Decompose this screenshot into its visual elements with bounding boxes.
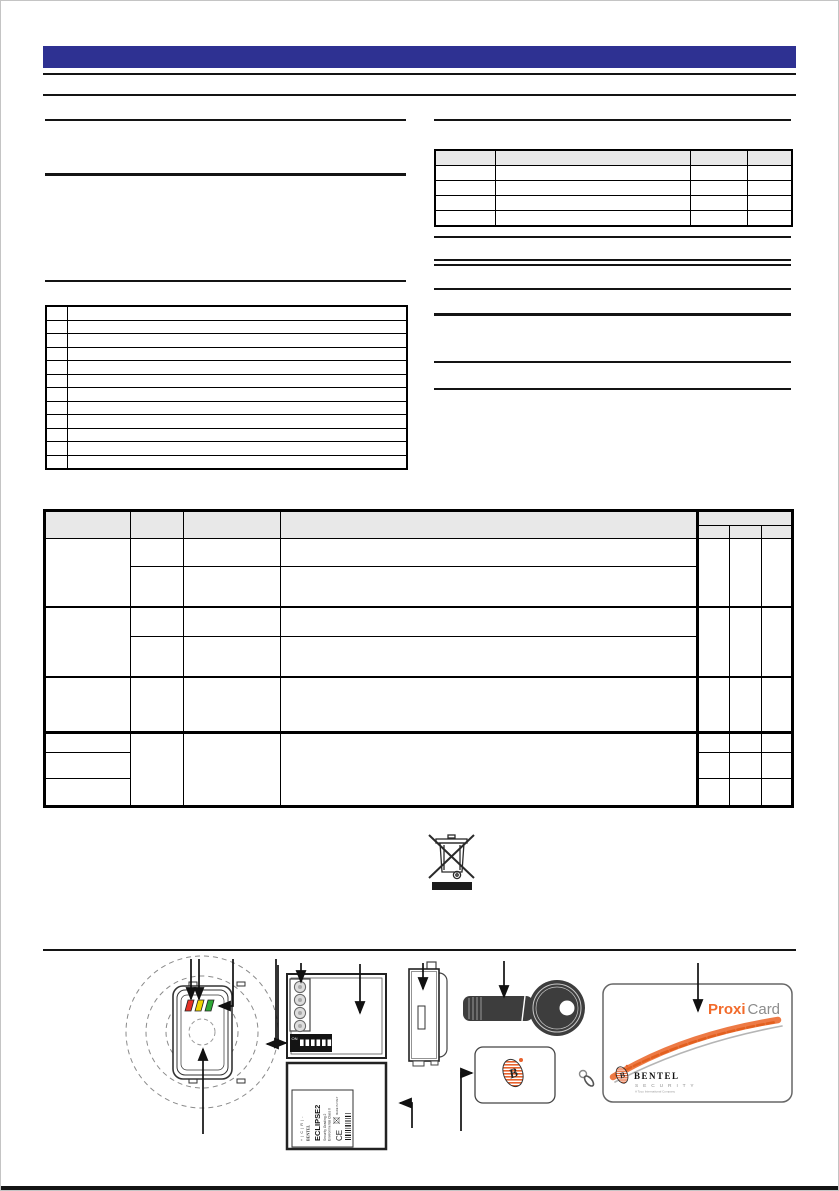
table-cell — [690, 166, 747, 181]
table-cell — [495, 211, 690, 227]
table-row — [46, 428, 407, 442]
table-cell — [698, 677, 730, 733]
table-cell — [698, 753, 730, 779]
settings-table — [43, 509, 794, 808]
table-cell — [730, 607, 762, 677]
table-row — [45, 637, 793, 677]
table-row — [435, 196, 792, 211]
features-table — [45, 305, 408, 470]
table-cell — [698, 779, 730, 807]
label-ce-mark: CE — [335, 1129, 344, 1141]
table-cell — [762, 779, 793, 807]
arrow-to-label — [400, 1103, 412, 1128]
table-cell — [435, 166, 495, 181]
reader-side-figure — [409, 962, 447, 1066]
arrow-to-tag — [461, 1073, 472, 1131]
table-cell — [730, 539, 762, 607]
horizontal-rule-rightcol-5 — [434, 361, 791, 363]
table-cell — [67, 320, 407, 334]
table-row — [46, 401, 407, 415]
table-cell — [495, 166, 690, 181]
card-brand: BENTEL — [634, 1071, 680, 1081]
horizontal-rule-rightcol-6 — [434, 388, 791, 390]
table-cell — [730, 733, 762, 753]
table-cell — [46, 361, 67, 375]
proxi-tag-figure — [461, 1047, 595, 1131]
table-cell — [762, 733, 793, 753]
table-cell — [46, 455, 67, 469]
table-cell — [184, 677, 281, 733]
table-cell — [46, 415, 67, 429]
table-cell — [45, 677, 131, 733]
table-cell — [747, 196, 792, 211]
proxicard-title — [708, 1001, 780, 1018]
table-cell — [67, 428, 407, 442]
table-cell — [184, 607, 281, 637]
table-cell — [762, 607, 793, 677]
table-cell — [435, 211, 495, 227]
table-cell — [730, 779, 762, 807]
table-cell — [762, 677, 793, 733]
table-row — [435, 181, 792, 196]
table-cell — [747, 181, 792, 196]
proxicard-title-orange: Proxi — [708, 1001, 746, 1018]
table-cell — [762, 753, 793, 779]
table-row — [46, 455, 407, 469]
horizontal-rule-top-2 — [43, 94, 796, 96]
table-cell — [495, 181, 690, 196]
horizontal-rule-rightcol-4-thick — [434, 313, 791, 316]
card-tagline: A Tyco International Company — [635, 1089, 675, 1094]
table-cell — [67, 388, 407, 402]
reader-led-icons — [185, 1000, 214, 1011]
weee-bar — [432, 882, 472, 890]
table-cell — [730, 526, 762, 539]
table-cell — [762, 539, 793, 607]
proxicard-title-gray: Card — [747, 1001, 781, 1018]
table-row — [46, 415, 407, 429]
table-cell — [46, 428, 67, 442]
table-cell — [747, 150, 792, 166]
table-row — [46, 374, 407, 388]
table-cell — [131, 539, 184, 567]
table-row — [435, 150, 792, 166]
table-row — [45, 539, 793, 567]
table-cell — [67, 306, 407, 320]
table-cell — [46, 306, 67, 320]
side-slot — [418, 1006, 425, 1029]
table-cell — [45, 779, 131, 807]
horizontal-rule-leftcol-3 — [45, 280, 406, 282]
horizontal-rule-rightcol-2a — [434, 259, 791, 261]
table-cell — [690, 196, 747, 211]
label-model: ECLIPSE2 — [313, 1104, 322, 1141]
table-cell — [131, 511, 184, 539]
table-cell — [747, 166, 792, 181]
table-cell — [495, 150, 690, 166]
table-cell — [67, 442, 407, 456]
table-cell — [281, 511, 698, 539]
table-row — [46, 320, 407, 334]
table-cell — [495, 196, 690, 211]
figures-strip — [41, 951, 801, 1191]
table-cell — [730, 753, 762, 779]
table-cell — [747, 211, 792, 227]
table-cell — [46, 388, 67, 402]
table-cell — [184, 637, 281, 677]
table-row — [435, 166, 792, 181]
horizontal-rule-rightcol-3 — [434, 288, 791, 290]
table-cell — [184, 539, 281, 567]
table-cell — [45, 607, 131, 677]
table-cell — [46, 374, 67, 388]
table-cell — [67, 455, 407, 469]
table-cell — [281, 733, 698, 807]
proxi-key-figure — [463, 961, 585, 1036]
label-grading: Security Grading 2 — [323, 1113, 327, 1141]
table-cell — [762, 526, 793, 539]
table-cell — [46, 347, 67, 361]
table-row — [45, 511, 793, 526]
svg-text:B: B — [618, 1070, 627, 1081]
table-row — [46, 361, 407, 375]
table-cell — [131, 733, 184, 807]
arrow-to-dip-switch — [278, 965, 286, 1043]
table-row — [46, 334, 407, 348]
pcb-module-figure — [278, 963, 386, 1058]
table-cell — [45, 733, 131, 753]
svg-text:B: B — [506, 1064, 520, 1082]
table-cell — [281, 607, 698, 637]
table-cell — [131, 567, 184, 607]
table-cell — [131, 607, 184, 637]
table-cell — [435, 181, 495, 196]
table-cell — [46, 320, 67, 334]
table-cell — [281, 567, 698, 607]
horizontal-rule-rightcol-2b — [434, 264, 791, 266]
codes-table — [434, 149, 793, 227]
table-cell — [67, 415, 407, 429]
table-cell — [46, 334, 67, 348]
table-cell — [67, 401, 407, 415]
card-brand-sub: S E C U R I T Y — [635, 1084, 696, 1089]
label-weee-mini-icon — [333, 1117, 340, 1124]
dip-on-label: ON — [291, 1036, 298, 1041]
table-row — [46, 442, 407, 456]
label-env-class: Environmental Class II — [327, 1108, 332, 1141]
table-cell — [131, 637, 184, 677]
table-cell — [698, 539, 730, 607]
table-row — [46, 388, 407, 402]
table-cell — [435, 150, 495, 166]
table-row — [435, 211, 792, 227]
horizontal-rule-leftcol-2-thick — [45, 173, 406, 176]
table-row — [46, 347, 407, 361]
table-cell — [184, 567, 281, 607]
table-cell — [698, 511, 793, 526]
table-cell — [690, 150, 747, 166]
table-cell — [730, 677, 762, 733]
table-cell — [45, 539, 131, 607]
horizontal-rule-leftcol-1 — [45, 119, 406, 121]
table-cell — [131, 677, 184, 733]
reader-front-figure — [126, 956, 278, 1134]
table-cell — [46, 401, 67, 415]
table-cell — [45, 753, 131, 779]
table-cell — [45, 511, 131, 539]
table-cell — [184, 511, 281, 539]
table-row — [45, 677, 793, 733]
table-row — [45, 607, 793, 637]
header-bar — [43, 46, 796, 68]
weee-icon — [426, 831, 478, 893]
table-cell — [46, 442, 67, 456]
label-terminal-markings: + | C | R | - — [300, 1115, 304, 1141]
horizontal-rule-under-codes-table — [434, 236, 791, 238]
table-cell — [698, 733, 730, 753]
table-cell — [281, 539, 698, 567]
table-cell — [67, 334, 407, 348]
table-cell — [67, 361, 407, 375]
table-cell — [435, 196, 495, 211]
table-row — [45, 567, 793, 607]
label-made-in: MADE IN ITALY — [336, 1096, 339, 1115]
table-cell — [698, 607, 730, 677]
horizontal-rule-rightcol-1 — [434, 119, 791, 121]
label-plate-figure — [287, 1063, 412, 1149]
table-cell — [690, 181, 747, 196]
table-cell — [67, 374, 407, 388]
dip-switch — [290, 1034, 332, 1052]
proxi-card-figure — [603, 963, 792, 1102]
table-row — [45, 733, 793, 753]
table-cell — [67, 347, 407, 361]
label-brand: BENTEL — [305, 1124, 311, 1141]
table-cell — [690, 211, 747, 227]
horizontal-rule-top-1 — [43, 73, 796, 75]
table-cell — [184, 733, 281, 807]
table-cell — [281, 637, 698, 677]
table-cell — [281, 677, 698, 733]
table-row — [46, 306, 407, 320]
table-cell — [698, 526, 730, 539]
